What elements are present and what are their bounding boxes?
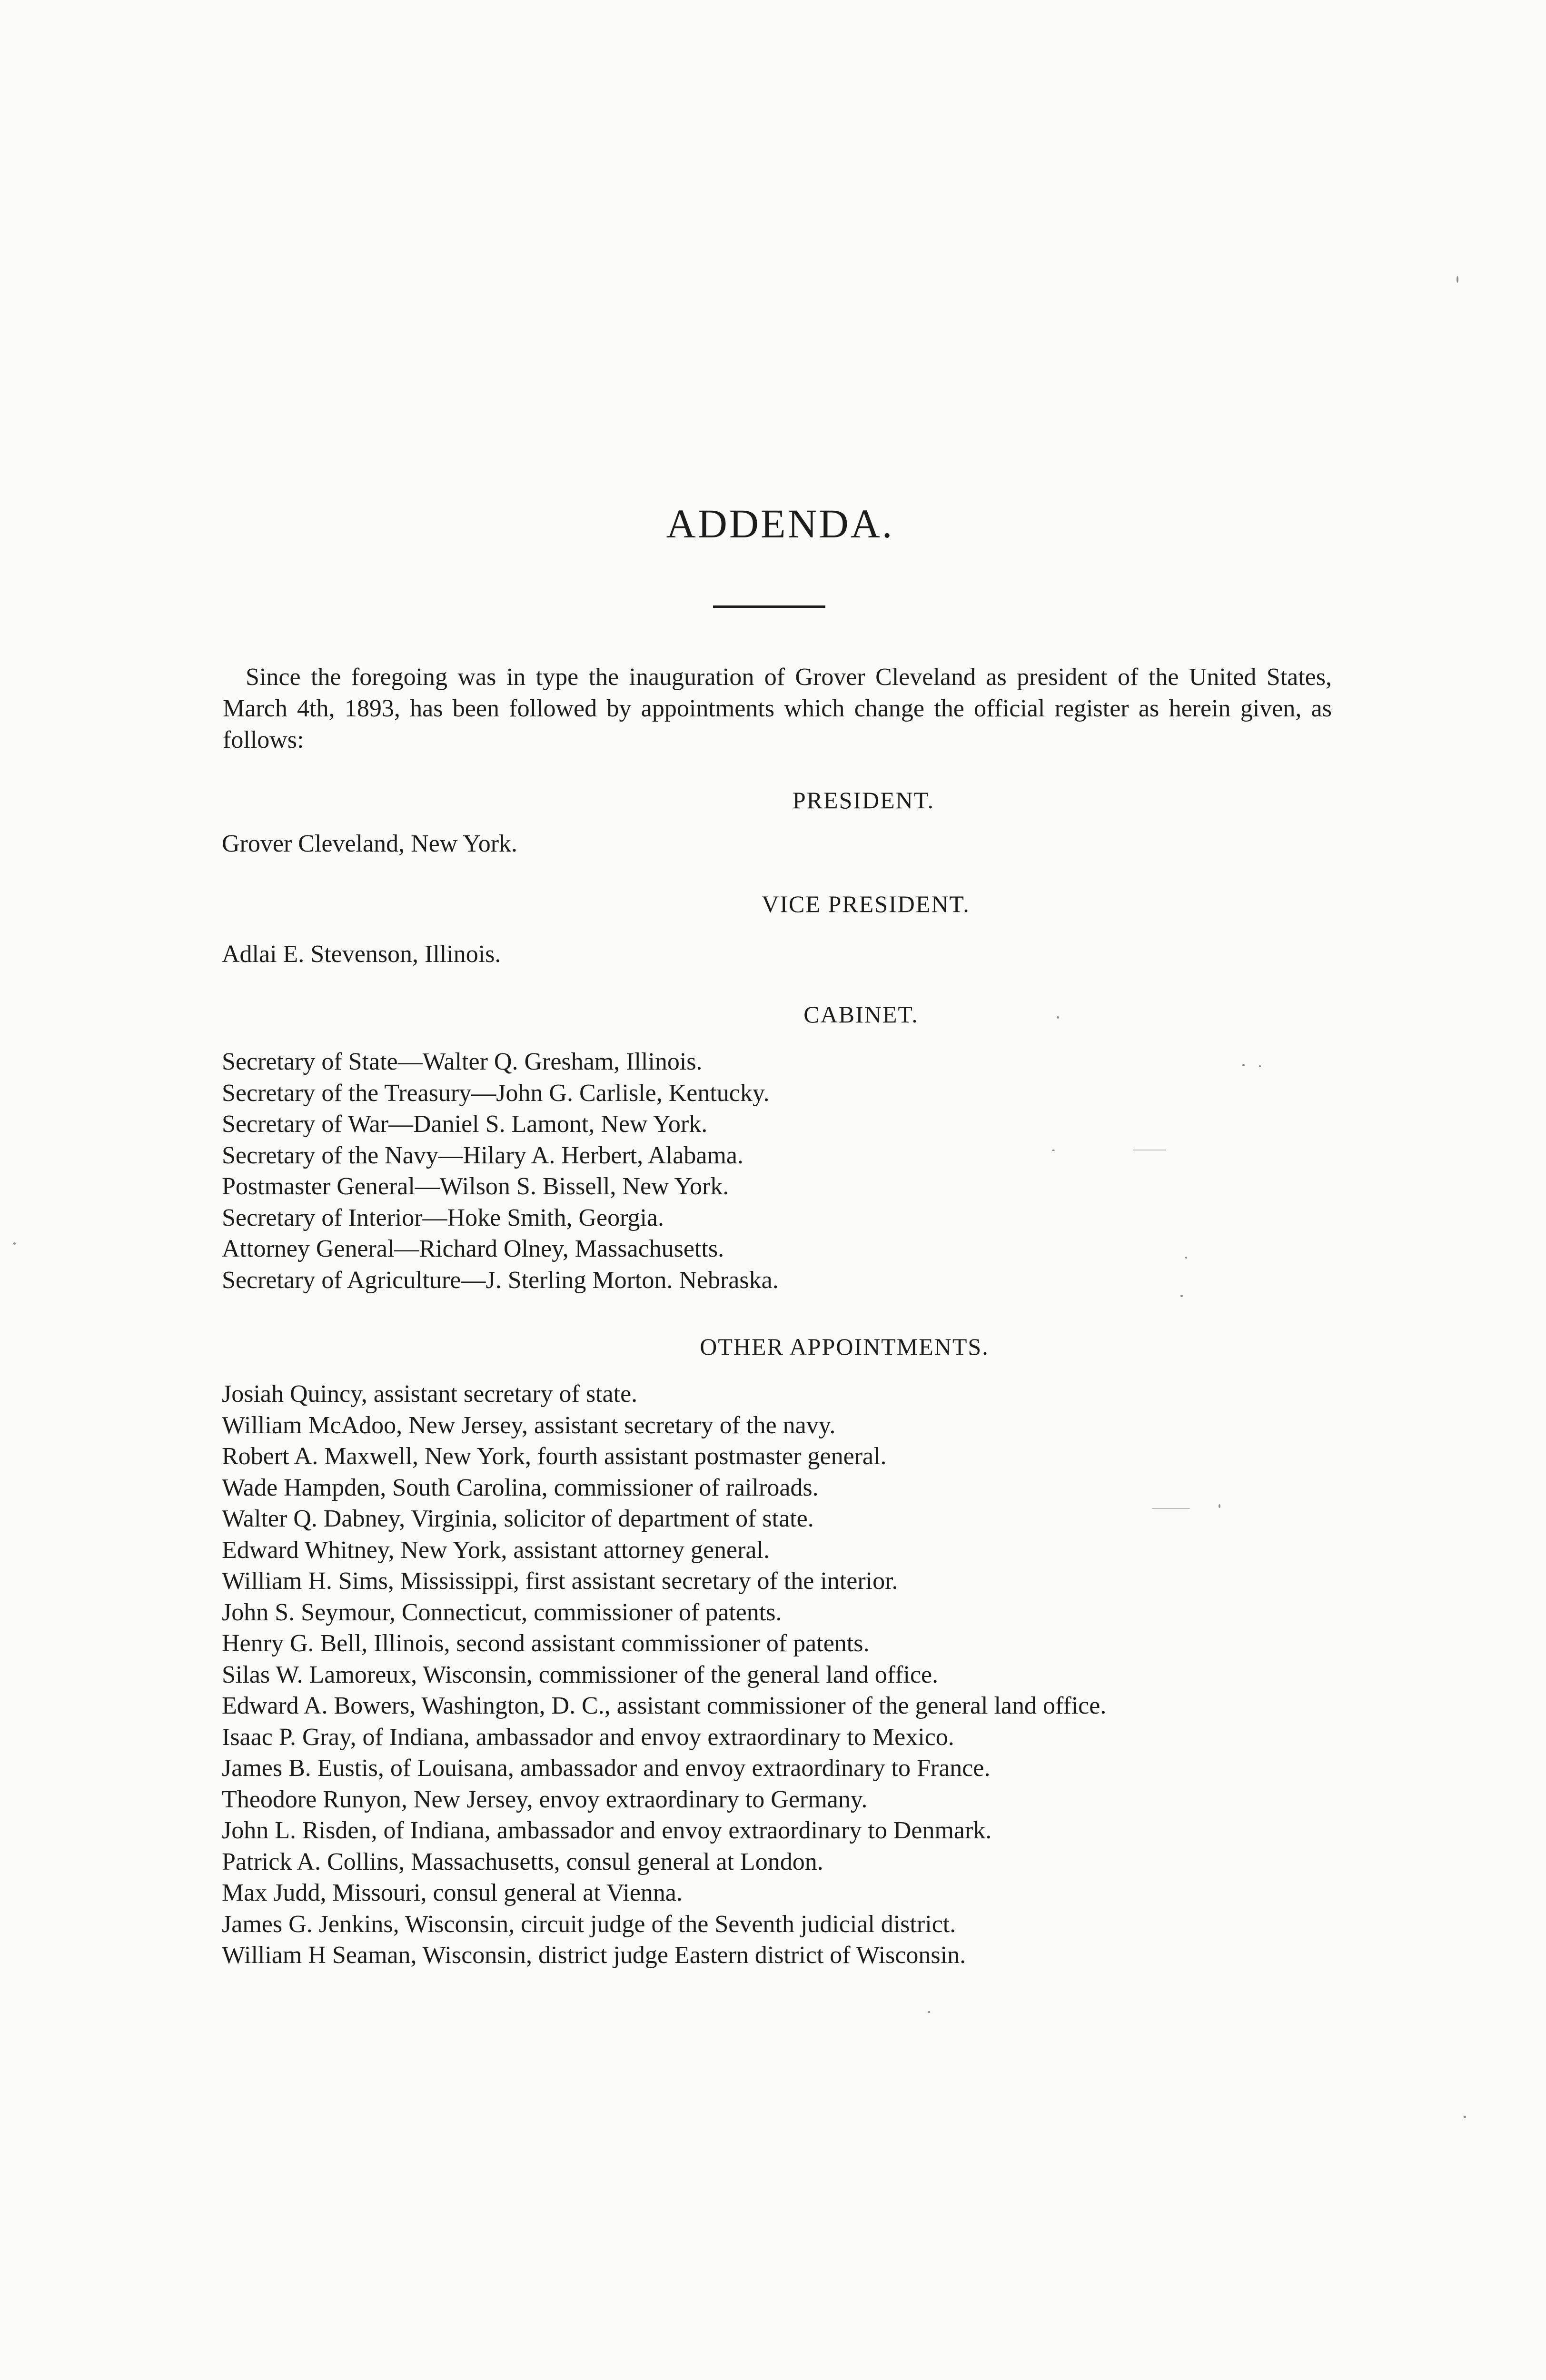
paper-speck [1242,1064,1245,1066]
paper-speck [1180,1295,1183,1297]
president-heading: PRESIDENT. [792,787,935,813]
appointment-entry: James B. Eustis, of Louisana, ambassador and envoy extraordinary to France. [222,1755,991,1782]
appointment-entry: Isaac P. Gray, of Indiana, ambassador and envoy extraordinary to Mexico. [222,1723,954,1751]
cabinet-entry: Secretary of War—Daniel S. Lamont, New York. [222,1111,708,1138]
cabinet-entry: Postmaster General—Wilson S. Bissell, New York. [222,1173,729,1200]
appointment-entry: Max Judd, Missouri, consul general at Vienna. [222,1879,683,1906]
cabinet-entry: Secretary of Agriculture—J. Sterling Morton. Nebraska. [222,1266,779,1294]
appointment-entry: Robert A. Maxwell, New York, fourth assistant postmaster general. [222,1443,887,1470]
cabinet-entry: Secretary of State—Walter Q. Gresham, Illinois. [222,1048,703,1075]
paper-speck [1464,2116,1466,2118]
other-appointments-heading: OTHER APPOINTMENTS. [700,1333,989,1360]
appointment-entry: Walter Q. Dabney, Virginia, solicitor of department of state. [222,1505,814,1532]
appointment-entry: John L. Risden, of Indiana, ambassador and envoy extraordinary to Denmark. [222,1817,992,1844]
paper-speck [1185,1257,1187,1259]
appointment-entry: Wade Hampden, South Carolina, commissioner of railroads. [222,1474,819,1501]
paper-speck [1457,276,1458,283]
appointment-entry: William H. Sims, Mississippi, first assistant secretary of the interior. [222,1567,898,1595]
paper-speck [1259,1065,1261,1067]
paper-speck [13,1242,16,1245]
other-appointments-list [222,1378,1106,1971]
appointment-entry: Silas W. Lamoreux, Wisconsin, commissioner of the general land office. [222,1661,939,1688]
vice-president-heading: VICE PRESIDENT. [762,891,970,917]
appointment-entry: Edward Whitney, New York, assistant attorney general. [222,1536,770,1564]
cabinet-entry: Secretary of the Treasury—John G. Carlisle, Kentucky. [222,1079,770,1107]
paper-speck [928,2011,930,2013]
appointment-entry: Theodore Runyon, New Jersey, envoy extraordinary to Germany. [222,1785,868,1813]
intro-paragraph: Since the foregoing was in type the inauguration of Grover Cleveland as president of the United States, March 4th, 1893, has been followed by appointments which change the official register as herein given, as follows: [223,664,1332,754]
appointment-entry: Edward A. Bowers, Washington, D. C., assistant commissioner of the general land office. [222,1692,1107,1719]
appointment-entry: William H Seaman, Wisconsin, district judge Eastern district of Wisconsin. [222,1942,966,1969]
cabinet-list [222,1046,779,1296]
president-name: Grover Cleveland, New York. [222,830,518,857]
vice-president-name: Adlai E. Stevenson, Illinois. [222,941,501,968]
paper-speck [1052,1150,1055,1151]
cabinet-entry: Attorney General—Richard Olney, Massachusetts. [222,1235,724,1262]
cabinet-entry: Secretary of Interior—Hoke Smith, Georgia. [222,1204,664,1231]
cabinet-heading: CABINET. [803,1001,919,1028]
appointment-entry: John S. Seymour, Connecticut, commissioner of patents. [222,1598,782,1626]
paper-speck [1219,1504,1220,1508]
appointment-entry: James G. Jenkins, Wisconsin, circuit judge of the Seventh judicial district. [222,1910,956,1938]
appointment-entry: Josiah Quincy, assistant secretary of state. [222,1380,638,1408]
page-title: ADDENDA. [666,501,894,546]
cabinet-entry: Secretary of the Navy—Hilary A. Herbert, Alabama. [222,1141,743,1169]
appointment-entry: William McAdoo, New Jersey, assistant secretary of the navy. [222,1411,836,1439]
appointment-entry: Patrick A. Collins, Massachusetts, consul general at London. [222,1848,823,1875]
appointment-entry: Henry G. Bell, Illinois, second assistant commissioner of patents. [222,1630,870,1657]
title-rule [713,605,825,608]
paper-speck [1152,1508,1190,1509]
paper-speck [1057,1016,1059,1019]
